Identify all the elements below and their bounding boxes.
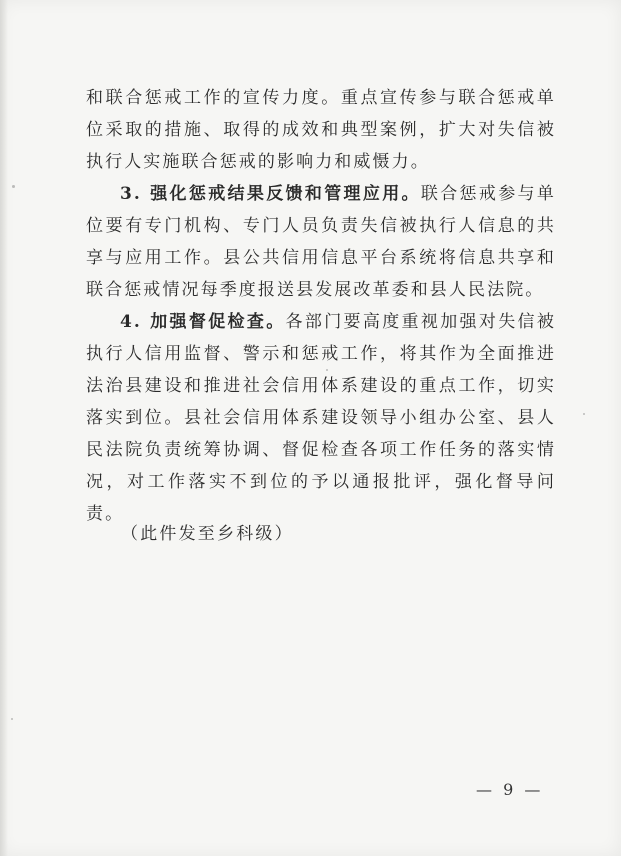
scan-speck <box>326 369 328 371</box>
paragraph-supervision <box>86 306 556 530</box>
section-heading: 4. 加强督促检查。 <box>120 312 286 332</box>
section-heading: 3. 强化惩戒结果反馈和管理应用。 <box>120 184 421 204</box>
scan-speck <box>11 718 13 720</box>
scan-speck <box>12 185 15 188</box>
paragraph-text: 各部门要高度重视加强对失信被执行人信用监督、警示和惩戒工作，将其作为全面推进法治县建设和推进社会信用体系建设的重点工作，切实落实到位。县社会信用体系建设领导小组办公室、县人民法院负责统筹协调、督促检查各项工作任务的落实情况，对工作落实不到位的予以通报批评，强化督导问责。 <box>86 312 556 524</box>
paragraph-text: 和联合惩戒工作的宣传力度。重点宣传参与联合惩戒单位采取的措施、取得的成效和典型案例，扩大对失信被执行人实施联合惩戒的影响力和威慑力。 <box>86 88 556 172</box>
scan-speck <box>583 413 585 415</box>
paragraph-publicity <box>86 82 556 178</box>
paragraph-feedback-management <box>86 178 556 306</box>
page-number: — 9 — <box>476 780 544 799</box>
distribution-note: （此件发至乡科级） <box>121 524 294 544</box>
paragraph-text: 联合惩戒参与单位要有专门机构、专门人员负责失信被执行人信息的共享与应用工作。县公共信用信息平台系统将信息共享和联合惩戒情况每季度报送县发展改革委和县人民法院。 <box>86 184 556 300</box>
document-body <box>86 82 556 530</box>
scan-edge-shadow <box>0 0 8 856</box>
